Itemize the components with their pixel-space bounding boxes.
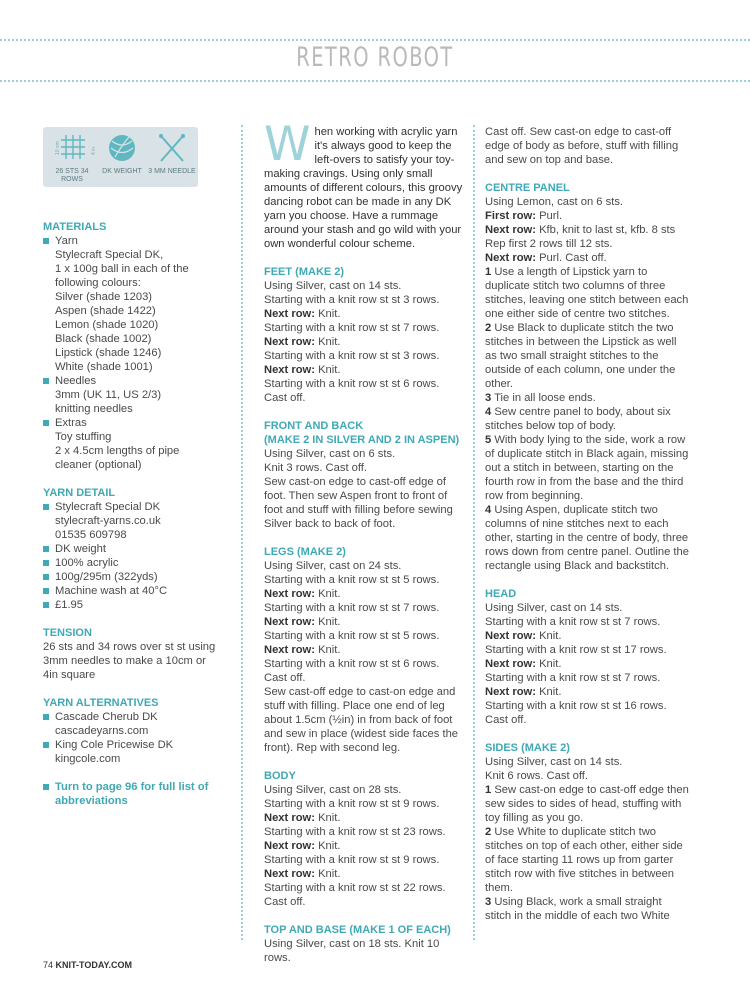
instruction-line [485,657,690,671]
centre-panel-heading: CENTRE PANEL [485,182,570,194]
yarn-line: Lipstick (shade 1246) [55,347,162,359]
instruction-line [485,223,690,237]
step-number: 3 [485,392,492,404]
tension-section [43,626,218,682]
head-section [485,587,690,727]
instruction-line: Cast off. [485,714,527,726]
step-line [485,391,690,405]
weight-info [97,127,147,187]
step-line [485,895,690,923]
top-dotted-rule [0,39,750,41]
row-label: Next row: [485,630,536,642]
tension-heading: TENSION [43,627,92,639]
yarn-alternatives-section [43,696,218,808]
instruction-line: Starting with a knit row st st 16 rows. [485,700,667,712]
needles-line: knitting needles [55,403,133,415]
instruction-line: Starting with a knit row st st 3 rows. [264,294,440,306]
tension-grid-icon [59,133,87,161]
step-number: 3 [485,896,492,908]
needles-bullet: Needles [43,374,218,388]
instruction-line: Using Silver, cast on 14 sts. [485,756,623,768]
instruction-line [264,811,469,825]
yarn-bullet: Yarn [43,234,218,248]
row-text: Knit. [314,812,341,824]
needle-info [147,127,197,187]
page-footer [43,960,132,970]
extras-bullet: Extras [43,416,218,430]
yarn-detail-item: Machine wash at 40°C [43,584,218,598]
row-text: Knit. [314,840,341,852]
yarn-line: Lemon (shade 1020) [55,319,159,331]
tension-label: 26 STS 34 ROWS [55,168,89,183]
page-title: RETRO ROBOT [296,42,454,73]
row-label: Next row: [485,252,536,264]
row-label: First row: [485,210,536,222]
step-line [485,433,690,503]
instruction-line: Knit 3 rows. Cast off. [264,462,368,474]
tension-side-label-top: 10 cm [55,141,61,155]
row-label: Next row: [485,658,536,670]
materials-heading: MATERIALS [43,221,107,233]
instruction-line: Starting with a knit row st st 23 rows. [264,826,446,838]
legs-heading: LEGS (MAKE 2) [264,546,346,558]
row-label: Next row: [264,644,315,656]
row-text: Knit. [535,686,562,698]
instruction-line: Starting with a knit row st st 9 rows. [264,854,440,866]
top-base-continued [485,125,690,167]
instruction-line: Using Lemon, cast on 6 sts. [485,196,624,208]
instruction-line: Starting with a knit row st st 7 rows. [264,322,440,334]
yarn-detail-item: DK weight [43,542,218,556]
row-text: Kfb, knit to last st, kfb. 8 sts [535,224,676,236]
yarn-detail-item: 100% acrylic [43,556,218,570]
instruction-line: Using Silver, cast on 24 sts. [264,560,402,572]
step-text: Use White to duplicate stitch two stitches on top of each other, either side of face starting 11 rows up from garter stitch row with five stitches in between them. [485,826,683,894]
row-label: Next row: [485,224,536,236]
step-number: 4 [485,406,492,418]
alternative-item: King Cole Pricewise DK [43,738,218,752]
yarn-line: Stylecraft Special DK, [55,249,164,261]
instruction-line: Starting with a knit row st st 5 rows. [264,630,440,642]
instruction-line: Cast off. [264,896,306,908]
row-label: Next row: [264,308,315,320]
instruction-line: Using Silver, cast on 14 sts. [264,280,402,292]
centre-panel-section [485,181,690,573]
yarn-detail-item: Stylecraft Special DK [43,500,218,514]
instruction-line [264,307,469,321]
instruction-line [264,867,469,881]
tension-info [47,127,97,187]
instruction-line: Cast off. Sew cast-on edge to cast-off edge of body as before, stuff with filling and sew on top and base. [485,126,679,166]
yarn-line: 1 x 100g ball in each of the [55,263,189,275]
step-text: Use a length of Lipstick yarn to duplicate stitch two columns of three stitches, leaving one stitch between each one either side of centre two stitches. [485,266,689,320]
instruction-line: Sew cast-off edge to cast-on edge and stuff with filling. Place one end of leg about 1.5cm (½in) in from back of foot and sew in place (widest side faces the front). Rep with second leg. [264,686,459,754]
instruction-line: Starting with a knit row st st 7 rows. [264,602,440,614]
instruction-line: Starting with a knit row st st 7 rows. [485,672,661,684]
title-dotted-rule [0,80,750,82]
extras-line: cleaner (optional) [55,459,142,471]
instruction-line: Cast off. [264,392,306,404]
pattern-info-box [43,127,198,187]
yarn-line: White (shade 1001) [55,361,153,373]
instruction-line [264,643,469,657]
step-text: Using Black, work a small straight stitch in the middle of each two White [485,896,670,922]
instruction-line [264,363,469,377]
row-text: Knit. [535,630,562,642]
yarn-ball-icon [107,133,137,163]
row-label: Next row: [264,336,315,348]
column-divider [241,125,243,940]
instruction-line: Knit 6 rows. Cast off. [485,770,589,782]
page-number: 74 [43,960,54,970]
yarn-line: Silver (shade 1203) [55,291,153,303]
step-line [485,503,690,573]
instruction-line: Using Silver, cast on 6 sts. [264,448,396,460]
sidebar-column [43,220,218,822]
weight-label: DK WEIGHT [102,168,142,175]
row-text: Purl. [535,210,563,222]
row-label: Next row: [264,364,315,376]
instruction-line [264,335,469,349]
tension-text: 26 sts and 34 rows over st st using 3mm needles to make a 10cm or 4in square [43,641,216,681]
step-number: 4 [485,504,492,516]
sides-heading: SIDES (MAKE 2) [485,742,570,754]
extras-line: Toy stuffing [55,431,112,443]
step-line [485,405,690,433]
instruction-line [485,251,690,265]
drop-cap: W [264,117,311,172]
instruction-line: Starting with a knit row st st 3 rows. [264,350,440,362]
step-line [485,783,690,825]
site-name[interactable]: KNIT-TODAY.COM [55,960,133,970]
pattern-column-right [485,125,690,937]
instruction-line [264,587,469,601]
column-divider [473,125,475,940]
yarn-detail-heading: YARN DETAIL [43,487,116,499]
step-text: With body lying to the side, work a row of duplicate stitch in Black again, missing out a stitch in between, starting on the fourth row in from the base and the third row from beginning. [485,434,689,502]
pattern-column-middle [264,117,469,979]
yarn-alternatives-heading: YARN ALTERNATIVES [43,697,159,709]
yarn-detail-phone: 01535 609798 [55,529,127,541]
row-label: Next row: [264,616,315,628]
step-number: 2 [485,322,492,334]
front-back-section [264,419,469,531]
row-label: Next row: [264,840,315,852]
instruction-line: Starting with a knit row st st 6 rows. [264,658,440,670]
row-text: Purl. Cast off. [535,252,607,264]
head-heading: HEAD [485,588,517,600]
instruction-line: Using Silver, cast on 18 sts. Knit 10 rows. [264,938,440,964]
instruction-line [264,615,469,629]
yarn-line: following colours: [55,277,141,289]
yarn-line: Aspen (shade 1422) [55,305,156,317]
instruction-line [485,209,690,223]
intro-paragraph [264,117,469,251]
step-text: Sew centre panel to body, about six stitches below top of body. [485,406,671,432]
step-line [485,825,690,895]
instruction-line: Using Silver, cast on 28 sts. [264,784,402,796]
yarn-detail-item: 100g/295m (322yds) [43,570,218,584]
extras-line: 2 x 4.5cm lengths of pipe [55,445,180,457]
needle-label: 3 MM NEEDLE [148,168,196,175]
feet-heading: FEET (MAKE 2) [264,266,345,278]
instruction-line [485,629,690,643]
step-line [485,265,690,321]
step-text: Sew cast-on edge to cast-off edge then sew sides to sides of head, stuffing with toy filling as you go. [485,784,689,824]
row-text: Knit. [314,308,341,320]
step-text: Tie in all loose ends. [491,392,596,404]
row-label: Next row: [485,686,536,698]
step-text: Using Aspen, duplicate stitch two columns of nine stitches next to each other, starting in the centre of body, three rows down from centre panel. Outline the rectangle using Black and backstitch. [485,504,689,572]
intro-text: hen working with acrylic yarn it's always good to keep the left-overs to satisfy your toy-making cravings. Using only small amounts of different colours, this groovy dancing robot can be made in any DK yarn you choose. Have a rummage around your stash and go wild with your own wonderful colour scheme. [264,126,463,250]
row-text: Knit. [314,644,341,656]
instruction-line: Rep first 2 rows till 12 sts. [485,238,613,250]
alternative-url[interactable]: cascadeyarns.com [55,725,149,737]
front-back-heading: FRONT AND BACK [264,420,364,432]
step-number: 1 [485,784,492,796]
instruction-line: Starting with a knit row st st 9 rows. [264,798,440,810]
row-text: Knit. [535,658,562,670]
yarn-detail-item: £1.95 [43,598,218,612]
row-text: Knit. [314,616,341,628]
instruction-line: Cast off. [264,672,306,684]
alternative-url[interactable]: kingcole.com [55,753,121,765]
step-line [485,321,690,391]
body-heading: BODY [264,770,296,782]
top-base-heading: TOP AND BASE (MAKE 1 OF EACH) [264,924,451,936]
instruction-line: Starting with a knit row st st 17 rows. [485,644,667,656]
instruction-line [485,685,690,699]
instruction-line: Starting with a knit row st st 7 rows. [485,616,661,628]
row-label: Next row: [264,588,315,600]
instruction-line: Using Silver, cast on 14 sts. [485,602,623,614]
front-back-subheading: (MAKE 2 IN SILVER AND 2 IN ASPEN) [264,434,460,446]
needles-icon [157,133,187,163]
instruction-line: Starting with a knit row st st 22 rows. [264,882,446,894]
tension-side-label-right: 4 in [91,146,97,155]
row-text: Knit. [314,336,341,348]
sides-section [485,741,690,923]
step-number: 5 [485,434,492,446]
feet-section [264,265,469,405]
step-text: Use Black to duplicate stitch the two stitches in between the Lipstick as well as two small straight stitches to the outside of each column, one under the other. [485,322,677,390]
yarn-detail-section [43,486,218,612]
yarn-line: Black (shade 1002) [55,333,152,345]
instruction-line [264,839,469,853]
instruction-line: Sew cast-on edge to cast-off edge of foot. Then sew Aspen front to front of foot and stuff with filling before sewing Silver back to back of foot. [264,476,453,530]
top-base-section [264,923,469,965]
step-number: 1 [485,266,492,278]
body-section [264,769,469,909]
instruction-line: Starting with a knit row st st 6 rows. [264,378,440,390]
instruction-line: Starting with a knit row st st 5 rows. [264,574,440,586]
step-number: 2 [485,826,492,838]
row-label: Next row: [264,868,315,880]
yarn-detail-url: stylecraft-yarns.co.uk [55,515,161,527]
abbreviations-link[interactable]: Turn to page 96 for full list of abbreviations [43,780,218,808]
row-text: Knit. [314,588,341,600]
row-text: Knit. [314,868,341,880]
needles-line: 3mm (UK 11, US 2/3) [55,389,162,401]
materials-section [43,220,218,472]
legs-section [264,545,469,755]
row-text: Knit. [314,364,341,376]
row-label: Next row: [264,812,315,824]
alternative-item: Cascade Cherub DK [43,710,218,724]
